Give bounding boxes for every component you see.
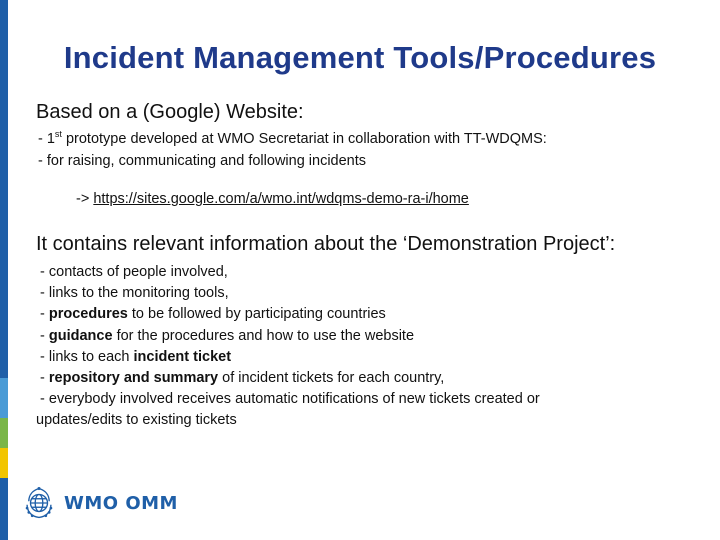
- bullet-guidance: - guidance for the procedures and how to use the website: [40, 327, 415, 344]
- strip-yellow: [0, 448, 8, 478]
- strip-blue-bottom: [0, 478, 8, 540]
- bullet-notifications: - everybody involved receives automatic notifications of new tickets created or: [40, 391, 540, 408]
- strip-lightblue: [0, 378, 8, 418]
- website-link[interactable]: https://sites.google.com/a/wmo.int/wdqms-demo-ra-i/home: [93, 191, 469, 207]
- bullet-notifications-cont: updates/edits to existing tickets: [36, 412, 237, 429]
- prototype-line: - 1st prototype developed at WMO Secretariat in collaboration with TT-WDQMS:: [38, 129, 547, 147]
- section-heading: It contains relevant information about the ‘Demonstration Project’:: [36, 233, 616, 255]
- bullet-list: [36, 262, 676, 432]
- bullet-contacts: - contacts of people involved,: [40, 264, 228, 280]
- bullet-incident-ticket: - links to each incident ticket: [40, 348, 232, 365]
- strip-green: [0, 418, 8, 448]
- logo-text: WMO OMM: [64, 492, 178, 514]
- link-line: -> https://sites.google.com/a/wmo.int/wdqms-demo-ra-i/home: [76, 191, 469, 207]
- bullet-repository: - repository and summary of incident tickets for each country,: [40, 370, 445, 387]
- wmo-emblem-icon: [22, 486, 56, 520]
- subtitle: Based on a (Google) Website:: [36, 101, 304, 123]
- bullet-procedures: - procedures to be followed by participating countries: [40, 306, 386, 323]
- bullet-monitoring-links: - links to the monitoring tools,: [40, 285, 229, 302]
- wmo-logo: [22, 486, 178, 520]
- purpose-line: - for raising, communicating and following incidents: [38, 153, 367, 169]
- slide-title: Incident Management Tools/Procedures: [63, 40, 657, 75]
